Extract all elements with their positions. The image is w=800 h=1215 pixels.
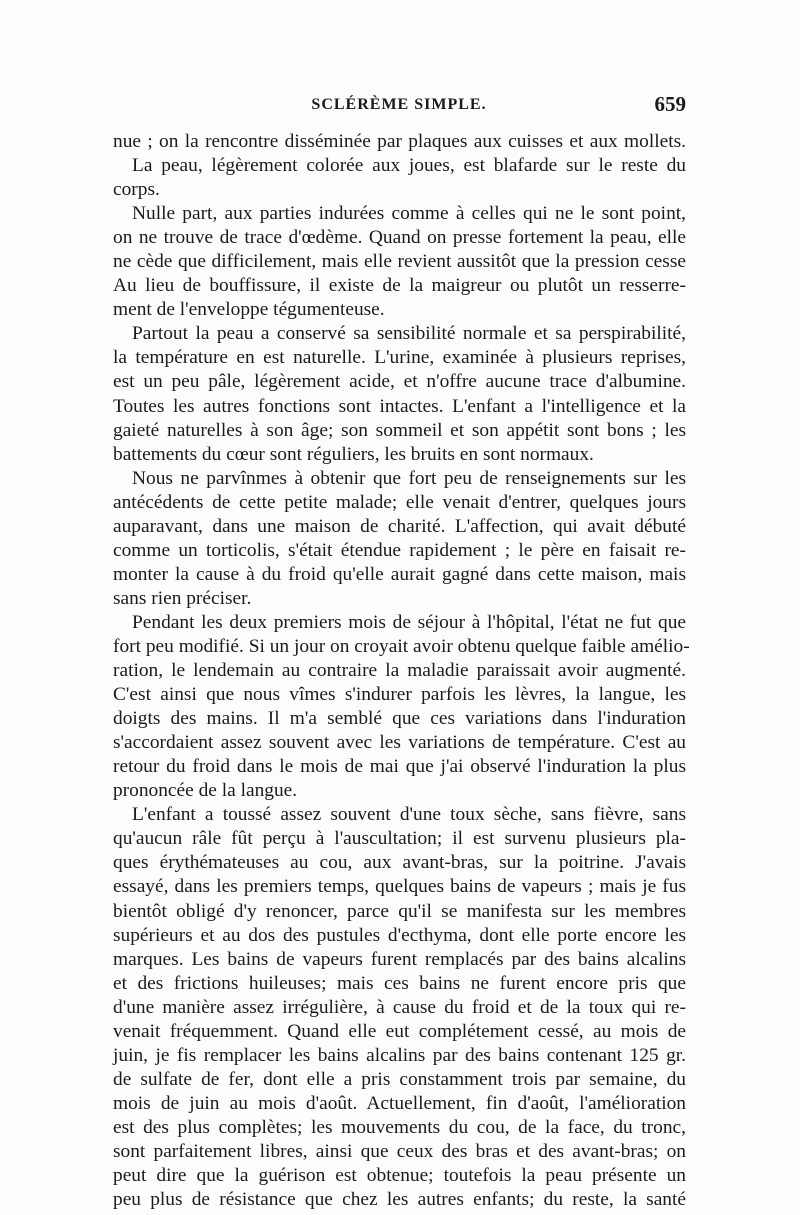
text-line: ration, le lendemain au contraire la maladie paraissait avoir augmenté.: [113, 660, 686, 682]
text-line: est un peu pâle, légèrement acide, et n'offre aucune trace d'albumine.: [113, 371, 686, 393]
text-line: La peau, légèrement colorée aux joues, est blafarde sur le reste du: [132, 155, 686, 177]
text-line: ques érythémateuses au cou, aux avant-bras, sur la poitrine. J'avais: [113, 852, 686, 874]
text-line: et des frictions huileuses; mais ces bains ne furent encore pris que: [113, 972, 686, 994]
text-line: essayé, dans les premiers temps, quelques bains de vapeurs ; mais je fus: [113, 876, 686, 898]
text-line: Nulle part, aux parties indurées comme à celles qui ne le sont point,: [132, 203, 686, 225]
text-line: sans rien préciser.: [113, 587, 252, 609]
text-line: ne cède que difficilement, mais elle revient aussitôt que la pression cesse: [113, 251, 686, 273]
text-line: auparavant, dans une maison de charité. L'affection, qui avait débuté: [113, 515, 686, 537]
text-line: corps.: [113, 179, 160, 201]
page-number: 659: [654, 92, 686, 116]
body-text: [113, 130, 690, 1212]
text-line: juin, je fis remplacer les bains alcalins par des bains contenant 125 gr.: [113, 1044, 686, 1066]
text-line: comme un torticolis, s'était étendue rapidement ; le père en faisait re-: [113, 539, 686, 561]
text-line: venait fréquemment. Quand elle eut complétement cessé, au mois de: [113, 1020, 686, 1042]
text-line: peut dire que la guérison est obtenue; toutefois la peau présente un: [113, 1165, 686, 1187]
text-line: supérieurs et au dos des pustules d'ecthyma, dont elle porte encore les: [113, 924, 686, 946]
text-line: ment de l'enveloppe tégumenteuse.: [113, 299, 385, 321]
text-line: battements du cœur sont réguliers, les bruits en sont normaux.: [113, 443, 594, 465]
running-head: [112, 92, 686, 126]
text-line: Au lieu de bouffissure, il existe de la maigreur ou plutôt un resserre-: [113, 275, 686, 297]
text-line: gaieté naturelles à son âge; son sommeil et son appétit sont bons ; les: [113, 419, 686, 441]
text-line: doigts des mains. Il m'a semblé que ces variations dans l'induration: [113, 708, 686, 730]
text-line: qu'aucun râle fût perçu à l'auscultation; il est survenu plusieurs pla-: [113, 828, 686, 850]
text-line: prononcée de la langue.: [113, 780, 298, 802]
text-line: on ne trouve de trace d'œdème. Quand on presse fortement la peau, elle: [113, 227, 686, 249]
text-line: est des plus complètes; les mouvements du cou, de la face, du tronc,: [113, 1116, 686, 1138]
text-line: s'accordaient assez souvent avec les variations de température. C'est au: [113, 732, 686, 754]
text-line: C'est ainsi que nous vîmes s'indurer parfois les lèvres, la langue, les: [113, 684, 686, 706]
text-line: fort peu modifié. Si un jour on croyait avoir obtenu quelque faible amélio-: [113, 635, 690, 657]
text-line: sont parfaitement libres, ainsi que ceux des bras et des avant-bras; on: [113, 1140, 686, 1162]
text-line: marques. Les bains de vapeurs furent remplacés par des bains alcalins: [113, 948, 686, 970]
running-title: SCLÉRÈME SIMPLE.: [311, 96, 487, 113]
text-line: de sulfate de fer, dont elle a pris constamment trois par semaine, du: [113, 1068, 686, 1090]
text-line: monter la cause à du froid qu'elle aurait gagné dans cette maison, mais: [113, 563, 686, 585]
text-line: Pendant les deux premiers mois de séjour à l'hôpital, l'état ne fut que: [132, 611, 686, 633]
text-line: bientôt obligé d'y renoncer, parce qu'il se manifesta sur les membres: [113, 900, 686, 922]
text-line: mois de juin au mois d'août. Actuellement, fin d'août, l'amélioration: [113, 1092, 686, 1114]
text-line: Toutes les autres fonctions sont intactes. L'enfant a l'intelligence et la: [113, 395, 686, 417]
text-line: Partout la peau a conservé sa sensibilité normale et sa perspirabilité,: [132, 323, 686, 345]
text-line: nue ; on la rencontre disséminée par plaques aux cuisses et aux mollets.: [113, 131, 686, 152]
text-line: Nous ne parvînmes à obtenir que fort peu de renseignements sur les: [132, 467, 686, 489]
text-line: antécédents de cette petite malade; elle venait d'entrer, quelques jours: [113, 491, 686, 513]
text-line: d'une manière assez irrégulière, à cause du froid et de la toux qui re-: [113, 996, 686, 1018]
text-line: peu plus de résistance que chez les autres enfants; du reste, la santé: [113, 1189, 686, 1211]
text-line: la température en est naturelle. L'urine, examinée à plusieurs reprises,: [113, 347, 686, 369]
text-line: L'enfant a toussé assez souvent d'une toux sèche, sans fièvre, sans: [132, 804, 686, 826]
text-line: retour du froid dans le mois de mai que j'ai observé l'induration la plus: [113, 756, 686, 778]
